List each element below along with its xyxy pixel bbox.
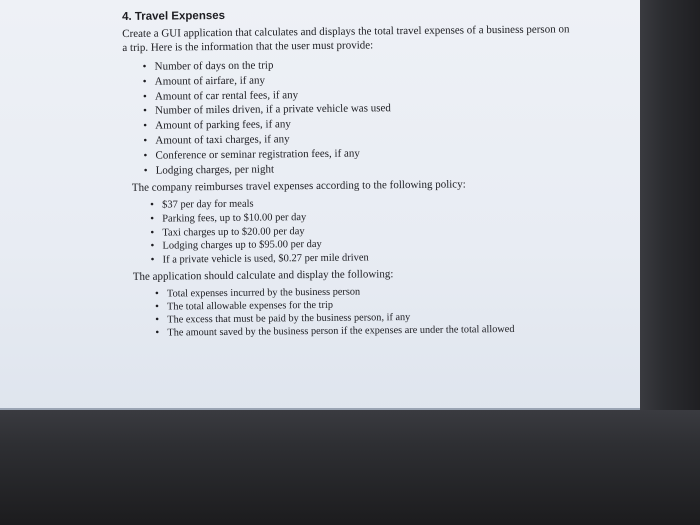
list-item: • Taxi charges up to $20.00 per day: [150, 225, 305, 239]
bullet-icon: •: [142, 60, 147, 73]
list-item: • The excess that must be paid by the business person, if any: [155, 312, 411, 327]
bullet-icon: •: [150, 253, 155, 266]
list-item: • Total expenses incurred by the business person: [154, 286, 361, 301]
bullet-icon: •: [142, 90, 147, 103]
policy-list: [130, 194, 635, 267]
list-item: • The amount saved by the business person if the expenses are under the total allowed: [155, 324, 515, 340]
bullet-icon: •: [142, 75, 147, 88]
list-item: • Amount of taxi charges, if any: [143, 133, 290, 147]
list-item: • $37 per day for meals: [149, 199, 254, 212]
list-item: • If a private vehicle is used, $0.27 per mile driven: [150, 252, 369, 266]
list-item: • Number of days on the trip: [142, 59, 274, 73]
bullet-icon: •: [149, 199, 154, 212]
list-item: • Amount of car rental fees, if any: [142, 88, 299, 103]
input-list: [123, 55, 634, 179]
bullet-icon: •: [142, 105, 147, 118]
output-list: [135, 283, 636, 340]
list-item: • Amount of airfare, if any: [142, 74, 266, 88]
outputs-intro: The application should calculate and display the following:: [132, 268, 394, 284]
list-item: • Amount of parking fees, if any: [143, 118, 291, 132]
bullet-icon: •: [150, 226, 155, 239]
list-item: • The total allowable expenses for the trip: [155, 300, 334, 314]
intro-paragraph: Create a GUI application that calculates and displays the total travel expenses of a business person on a trip. Here is the information that the user must provide:: [122, 23, 570, 54]
list-item: • Conference or seminar registration fees, if any: [143, 147, 360, 162]
policy-intro: The company reimburses travel expenses according to the following policy:: [131, 178, 466, 195]
bullet-icon: •: [143, 134, 148, 147]
monitor-bezel-bottom: [0, 410, 700, 525]
bullet-icon: •: [143, 164, 148, 177]
bullet-icon: •: [150, 239, 155, 252]
exercise-title: 4. Travel Expenses: [122, 9, 226, 23]
bullet-icon: •: [143, 149, 148, 162]
bullet-icon: •: [154, 287, 159, 301]
bullet-icon: •: [155, 313, 160, 327]
list-item: • Lodging charges up to $95.00 per day: [150, 239, 322, 252]
list-item: • Number of miles driven, if a private vehicle was used: [142, 102, 391, 118]
bullet-icon: •: [155, 300, 160, 314]
list-item: • Parking fees, up to $10.00 per day: [150, 212, 307, 225]
bullet-icon: •: [155, 326, 160, 340]
bullet-icon: •: [143, 119, 148, 132]
list-item: • Lodging charges, per night: [143, 162, 275, 177]
document-page: [122, 5, 635, 341]
bullet-icon: •: [150, 212, 155, 225]
